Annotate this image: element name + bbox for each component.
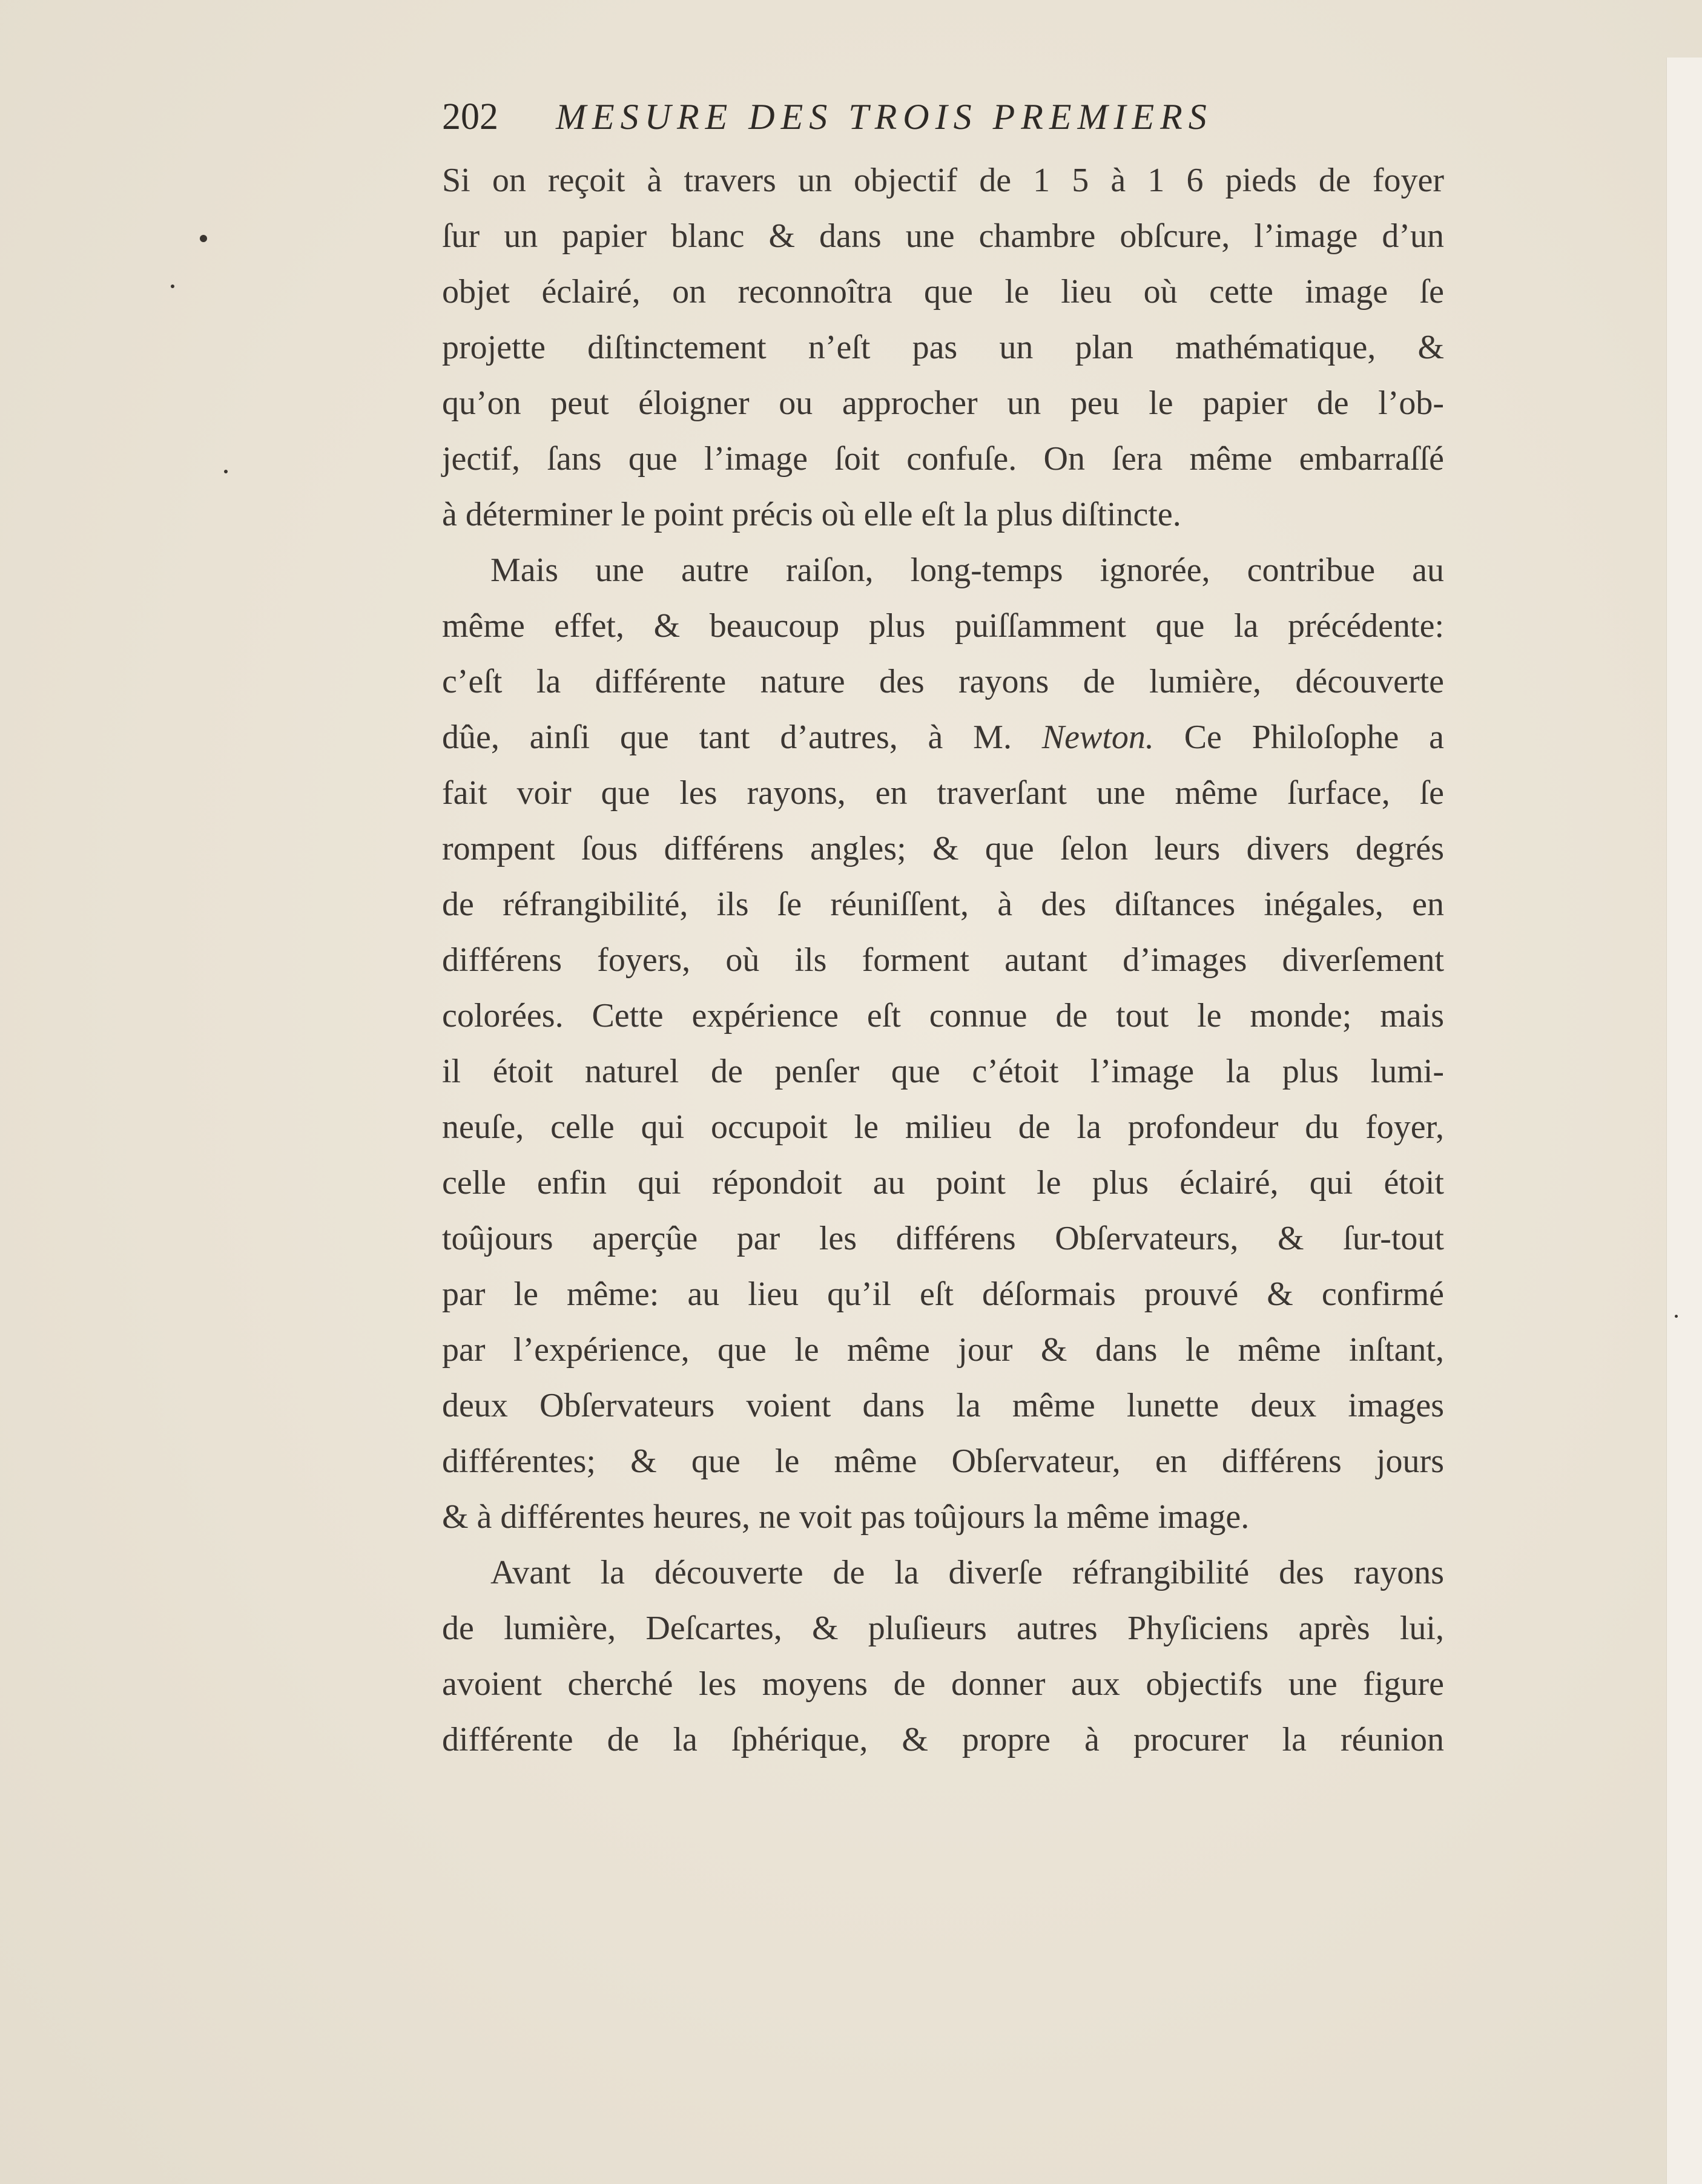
text-line-newton — [442, 709, 1444, 765]
text-line: c’eſt la différente nature des rayons de lumière, découverte — [442, 663, 1444, 700]
text-line: celle enfin qui répondoit au point le plus éclairé, qui étoit — [442, 1164, 1444, 1202]
text-line: projette diſtinctement n’eſt pas un plan mathématique, & — [442, 329, 1444, 366]
text-line: par l’expérience, que le même jour & dans le même inſtant, — [442, 1331, 1444, 1369]
text-line: de réfrangibilité, ils ſe réuniſſent, à des diſtances inégales, en — [442, 886, 1444, 923]
text-line: de lumière, Deſcartes, & pluſieurs autres Phyſiciens après lui, — [442, 1610, 1444, 1647]
ink-speck — [200, 235, 207, 242]
body-text — [442, 153, 1444, 1768]
ink-speck — [1675, 1315, 1678, 1318]
text-line: qu’on peut éloigner ou approcher un peu le papier de l’ob- — [442, 384, 1444, 422]
text-line: à déterminer le point précis où elle eſt la plus diſtincte. — [442, 496, 1181, 533]
page-number: 202 — [442, 96, 498, 137]
text-line: par le même: au lieu qu’il eſt déſormais prouvé & confirmé — [442, 1275, 1444, 1313]
running-title: MESURE DES TROIS PREMIERS — [556, 97, 1213, 137]
facing-page-edge — [1666, 58, 1702, 2184]
text-line: Mais une autre raiſon, long-temps ignorée, contribue au — [490, 551, 1444, 589]
text-line: fait voir que les rayons, en traverſant une même ſurface, ſe — [442, 774, 1444, 812]
text-line: toûjours aperçûe par les différens Obſervateurs, & ſur-tout — [442, 1220, 1444, 1257]
text-line: deux Obſervateurs voient dans la même lunette deux images — [442, 1387, 1444, 1424]
text-fragment: dûe, ainſi que tant d’autres, à M. — [442, 719, 1012, 756]
text-line: avoient cherché les moyens de donner aux objectifs une figure — [442, 1665, 1444, 1703]
text-line: différente de la ſphérique, & propre à procurer la réunion — [442, 1721, 1444, 1758]
text-line: même effet, & beaucoup plus puiſſamment que la précédente: — [442, 607, 1444, 645]
text-line: & à différentes heures, ne voit pas toûjours la même image. — [442, 1498, 1250, 1536]
text-fragment: Ce Philoſophe a — [1184, 719, 1445, 756]
text-line: rompent ſous différens angles; & que ſelon leurs divers degrés — [442, 830, 1444, 867]
ink-speck — [171, 285, 174, 288]
ink-speck — [224, 470, 228, 473]
text-line: il étoit naturel de penſer que c’étoit l’image la plus lumi- — [442, 1053, 1444, 1090]
text-line: objet éclairé, on reconnoîtra que le lieu où cette image ſe — [442, 273, 1444, 311]
text-line: Avant la découverte de la diverſe réfrangibilité des rayons — [490, 1554, 1444, 1591]
text-line: ſur un papier blanc & dans une chambre obſcure, l’image d’un — [442, 217, 1444, 255]
text-line: différens foyers, où ils forment autant d’images diverſement — [442, 941, 1444, 979]
text-line: colorées. Cette expérience eſt connue de tout le monde; mais — [442, 997, 1444, 1034]
text-line: différentes; & que le même Obſervateur, en différens jours — [442, 1442, 1444, 1480]
text-line: neuſe, celle qui occupoit le milieu de la profondeur du foyer, — [442, 1108, 1444, 1146]
page-header — [442, 90, 1441, 144]
text-line: jectif, ſans que l’image ſoit confuſe. On ſera même embarraſſé — [442, 440, 1444, 478]
text-line: Si on reçoit à travers un objectif de 1 5 à 1 6 pieds de foyer — [442, 162, 1444, 199]
newton-name: Newton. — [1041, 719, 1154, 756]
